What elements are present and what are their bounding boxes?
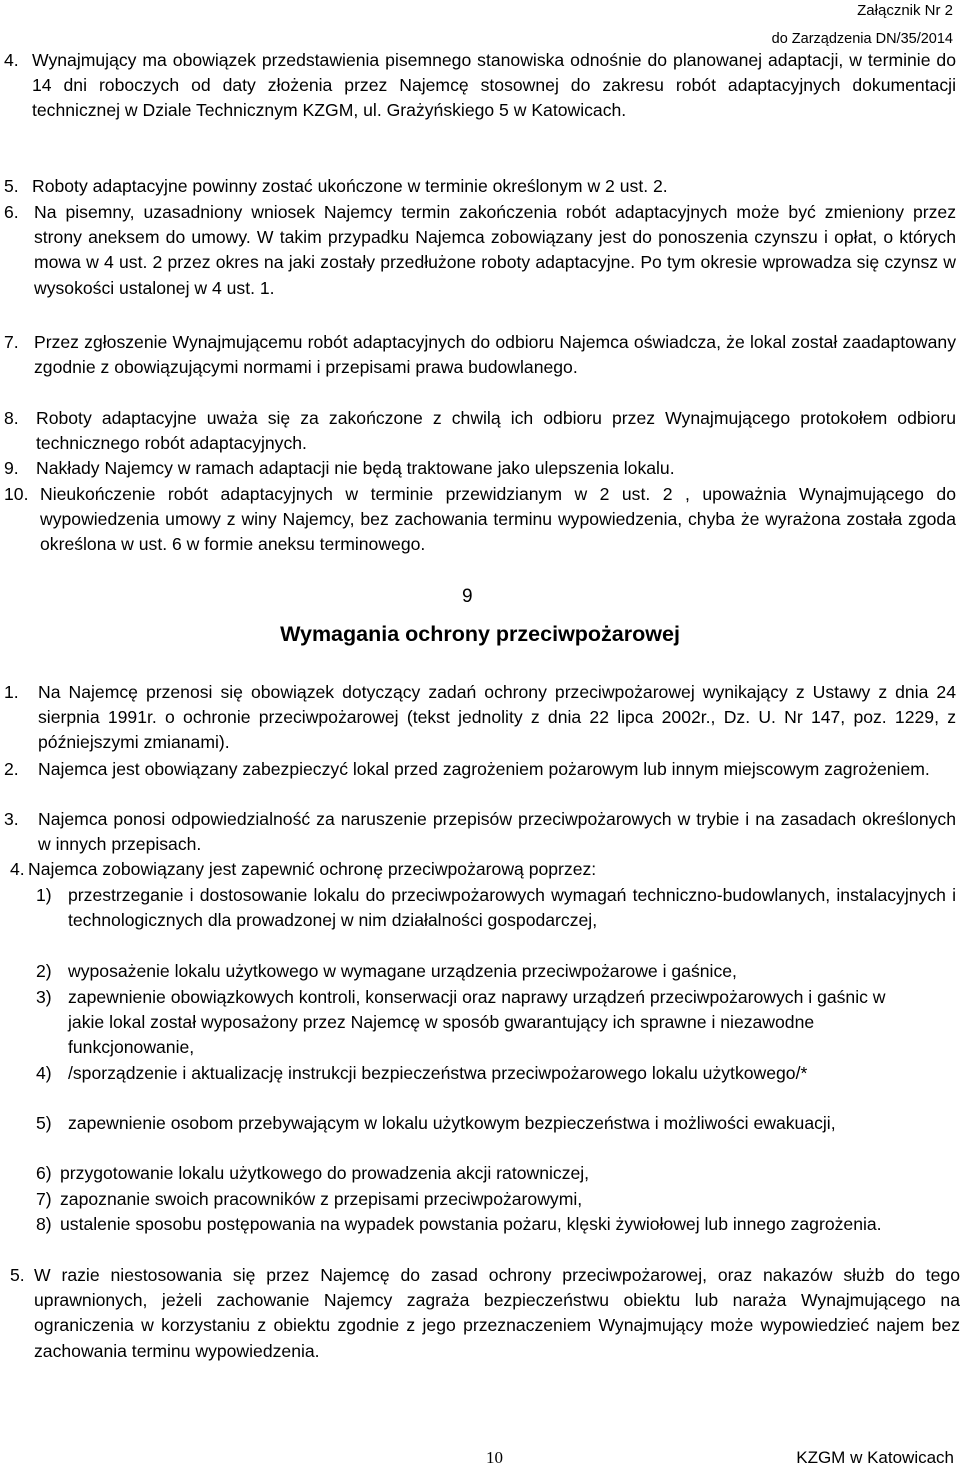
page-number: 10	[486, 1448, 503, 1467]
item-number: 10.	[4, 484, 29, 504]
sub-list-item	[36, 1061, 876, 1086]
sub-list-item	[36, 1161, 956, 1186]
section-title: Wymagania ochrony przeciwpożarowej	[280, 622, 680, 646]
list-item	[4, 482, 956, 558]
sub-list-item	[36, 1187, 956, 1212]
section-number: 9	[462, 586, 473, 607]
item-number: 1.	[4, 682, 19, 702]
item-text: Nakłady Najemcy w ramach adaptacji nie będą traktowane jako ulepszenia lokalu.	[36, 458, 675, 478]
list-item	[4, 807, 956, 857]
sub-list-item	[36, 959, 956, 984]
sub-item-number: 8)	[36, 1214, 52, 1234]
list-item	[10, 857, 956, 882]
sub-item-number: 4)	[36, 1063, 52, 1083]
sub-item-number: 3)	[36, 987, 52, 1007]
item-number: 5.	[10, 1265, 25, 1285]
item-number: 8.	[4, 408, 19, 428]
item-text: Nieukończenie robót adaptacyjnych w terminie przewidzianym w 2 ust. 2 , upoważnia Wynajmującego do wypowiedzenia umowy z winy Najemcy, bez zachowania terminu wypowiedzenia, chyba że wyrażona została zgoda określona w ust. 6 w formie aneksu terminowego.	[40, 484, 956, 555]
item-number: 4.	[4, 50, 19, 70]
item-number: 6.	[4, 202, 19, 222]
sub-item-text: przestrzeganie i dostosowanie lokalu do przeciwpożarowych wymagań techniczno-budowlanych, instalacyjnych i technologicznych dla prowadzonej w nim działalności gospodarczej,	[68, 885, 956, 931]
sub-item-number: 7)	[36, 1189, 52, 1209]
sub-item-text: ustalenie sposobu postępowania na wypadek powstania pożaru, klęski żywiołowej lub innego zagrożenia.	[60, 1214, 882, 1234]
sub-item-number: 2)	[36, 961, 52, 981]
sub-list-item	[36, 883, 956, 933]
item-text: Najemca zobowiązany jest zapewnić ochronę przeciwpożarową poprzez:	[28, 859, 597, 879]
list-item	[4, 174, 956, 199]
list-item	[4, 330, 956, 380]
item-number: 3.	[4, 809, 19, 829]
sub-list-item	[36, 1212, 916, 1237]
sub-item-number: 6)	[36, 1163, 52, 1183]
item-number: 2.	[4, 759, 19, 779]
sub-item-text: zapewnienie obowiązkowych kontroli, konserwacji oraz naprawy urządzeń przeciwpożarowych i gaśnic w jakie lokal został wyposażony przez Najemcę w sposób gwarantujący ich sprawne i niezawodne funkcjonowanie,	[68, 987, 886, 1058]
header-regulation-label: do Zarządzenia DN/35/2014	[771, 31, 953, 47]
list-item	[4, 456, 956, 481]
sub-list-item	[36, 985, 900, 1061]
list-item	[4, 757, 956, 782]
list-item	[4, 406, 956, 456]
item-text: Roboty adaptacyjne uważa się za zakończone z chwilą ich odbioru przez Wynajmującego protokołem odbioru technicznego robót adaptacyjnych.	[36, 408, 956, 454]
item-text: Przez zgłoszenie Wynajmującemu robót adaptacyjnych do odbioru Najemca oświadcza, że lokal został zaadaptowany zgodnie z obowiązującymi normami i przepisami prawa budowlanego.	[34, 332, 956, 378]
footer-organization: KZGM w Katowicach	[796, 1448, 954, 1467]
item-text: Wynajmujący ma obowiązek przedstawienia pisemnego stanowiska odnośnie do planowanej adaptacji, w terminie do 14 dni roboczych od daty złożenia przez Najemcę stosownej do zakresu robót adaptacyjnych dokumentacji technicznej w Dziale Technicznym KZGM, ul. Grażyńskiego 5 w Katowicach.	[32, 50, 956, 121]
header-attachment-label: Załącznik Nr 2	[857, 2, 953, 19]
sub-item-number: 1)	[36, 885, 52, 905]
item-text: Na pisemny, uzasadniony wniosek Najemcy termin zakończenia robót adaptacyjnych może być zmieniony przez strony aneksem do umowy. W takim przypadku Najemca zobowiązany jest do ponoszenia czynszu i opłat, o których mowa w 4 ust. 2 przez okres na jaki zostały przedłużone roboty adaptacyjne. Po tym okresie wprowadza się czynsz w wysokości ustalonej w 4 ust. 1.	[34, 202, 956, 298]
sub-item-number: 5)	[36, 1113, 52, 1133]
list-item	[10, 1263, 960, 1364]
sub-list-item	[36, 1111, 956, 1136]
item-text: Na Najemcę przenosi się obowiązek dotyczący zadań ochrony przeciwpożarowej wynikający z Ustawy z dnia 24 sierpnia 1991r. o ochronie przeciwpożarowej (tekst jednolity z dnia 22 lipca 2002r., Dz. U. Nr 147, poz. 1229, z późniejszymi zmianami).	[38, 682, 956, 753]
item-number: 4.	[10, 859, 25, 879]
sub-item-text: zapoznanie swoich pracowników z przepisami przeciwpożarowymi,	[60, 1189, 583, 1209]
list-item	[4, 200, 956, 301]
sub-item-text: zapewnienie osobom przebywającym w lokalu użytkowym bezpieczeństwa i możliwości ewakuacji,	[68, 1113, 836, 1133]
item-number: 9.	[4, 458, 19, 478]
list-item	[4, 48, 956, 124]
item-text: W razie niestosowania się przez Najemcę do zasad ochrony przeciwpożarowej, oraz nakazów służb do tego uprawnionych, jeżeli zachowanie Najemcy zagraża bezpieczeństwu obiektu lub naraża Wynajmującego na ograniczenia w korzystaniu z obiektu zgodnie z jego przeznaczeniem Wynajmujący może wypowiedzieć najem bez zachowania terminu wypowiedzenia.	[34, 1265, 960, 1361]
sub-item-text: wyposażenie lokalu użytkowego w wymagane urządzenia przeciwpożarowe i gaśnice,	[68, 961, 737, 981]
item-number: 5.	[4, 176, 19, 196]
item-text: Najemca ponosi odpowiedzialność za naruszenie przepisów przeciwpożarowych w trybie i na zasadach określonych w innych przepisach.	[38, 809, 956, 855]
sub-item-text: przygotowanie lokalu użytkowego do prowadzenia akcji ratowniczej,	[60, 1163, 590, 1183]
item-number: 7.	[4, 332, 19, 352]
item-text: Roboty adaptacyjne powinny zostać ukończone w terminie określonym w 2 ust. 2.	[32, 176, 668, 196]
sub-item-text: /sporządzenie i aktualizację instrukcji bezpieczeństwa przeciwpożarowego lokalu użytkowego/*	[68, 1063, 808, 1083]
item-text: Najemca jest obowiązany zabezpieczyć lokal przed zagrożeniem pożarowym lub innym miejscowym zagrożeniem.	[38, 759, 930, 779]
list-item	[4, 680, 956, 756]
